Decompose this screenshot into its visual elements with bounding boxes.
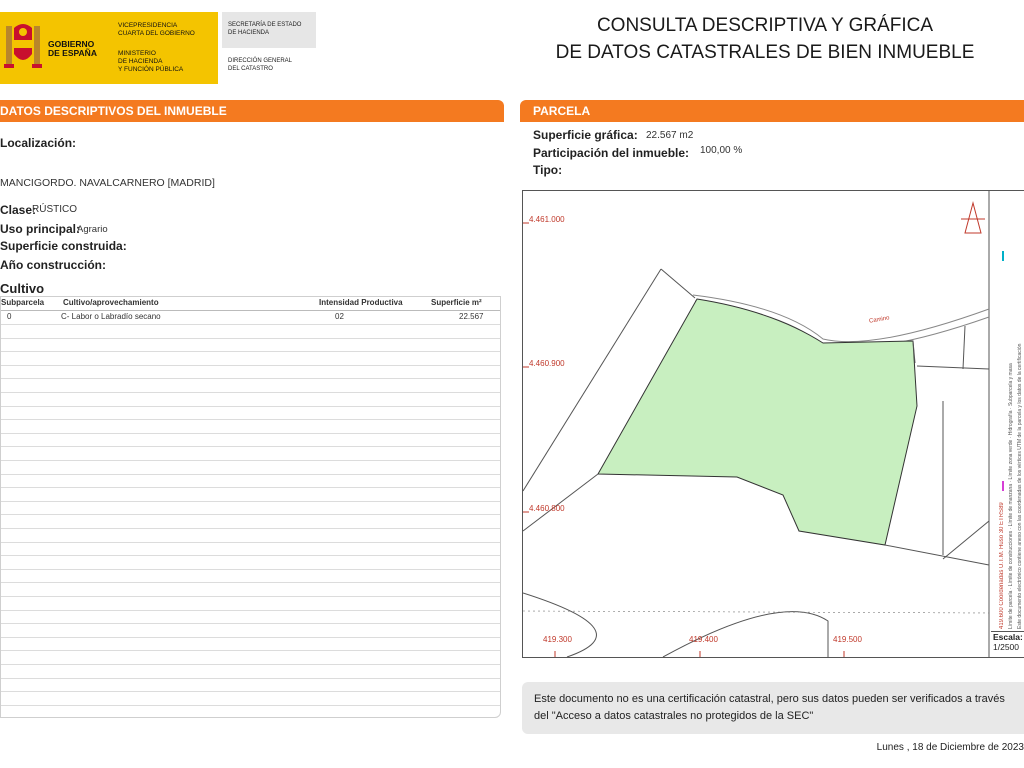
localizacion-value: MANCIGORDO. NAVALCARNERO [MADRID] xyxy=(0,177,215,189)
y-tick-label: 4.460.900 xyxy=(529,359,565,368)
scale-value: 1/2500 xyxy=(993,642,1019,652)
secretaria-label: SECRETARÍA DE ESTADO DE HACIENDA xyxy=(228,22,302,36)
table-row-line xyxy=(1,705,500,706)
table-row-line xyxy=(1,501,500,502)
table-row-line xyxy=(1,338,500,339)
participacion-label: Participación del inmueble: xyxy=(533,146,690,160)
boundary-line xyxy=(523,593,596,657)
table-row-line xyxy=(1,365,500,366)
coordinates-text: 419.600 Coordenadas U.T.M. Huso 30 ETRS89 xyxy=(999,502,1005,629)
table-row-line xyxy=(1,324,500,325)
north-arrow-icon xyxy=(961,203,985,233)
disclaimer-text: Este documento no es una certificación catastral, pero sus datos pueden ser verificados a través del "Acceso a datos catastrales no protegidos de la SEC" xyxy=(534,693,1005,722)
boundary-line xyxy=(943,521,989,559)
table-row-line xyxy=(1,610,500,611)
gobierno-label: GOBIERNO DE ESPAÑA xyxy=(48,39,97,58)
col-cultivo: Cultivo/aprovechamiento xyxy=(63,298,159,307)
parcela-polygon xyxy=(598,299,917,545)
boundary-line xyxy=(917,366,989,369)
col-intensidad: Intensidad Productiva xyxy=(319,298,403,307)
table-row-line xyxy=(1,691,500,692)
table-row-line xyxy=(1,555,500,556)
ministerio-label: MINISTERIO DE HACIENDA Y FUNCIÓN PÚBLICA xyxy=(118,50,184,73)
table-row-line xyxy=(1,446,500,447)
clase-value: RÚSTICO xyxy=(32,204,77,215)
scale-box xyxy=(991,631,1024,658)
table-row-line xyxy=(1,664,500,665)
tipo-label: Tipo: xyxy=(533,163,563,177)
scale-label: Escala: xyxy=(993,632,1023,642)
table-row-line xyxy=(1,542,500,543)
document-date: Lunes , 18 de Diciembre de 2023 xyxy=(876,742,1024,753)
col-subparcela: Subparcela xyxy=(1,298,45,307)
table-row-line xyxy=(1,569,500,570)
boundary-line xyxy=(963,326,965,369)
cell-subparcela: 0 xyxy=(7,312,12,321)
direccion-label: DIRECCIÓN GENERAL DEL CATASTRO xyxy=(228,58,293,72)
cultivo-title: Cultivo xyxy=(0,281,45,296)
boundary-line xyxy=(661,269,695,298)
x-tick-label: 419.400 xyxy=(689,635,718,644)
x-tick-label: 419.500 xyxy=(833,635,862,644)
participacion-value: 100,00 % xyxy=(700,145,743,156)
table-row-line xyxy=(1,582,500,583)
map-legend xyxy=(999,191,1024,631)
table-row-line xyxy=(1,637,500,638)
boundary-line xyxy=(523,611,989,613)
cell-intensidad: 02 xyxy=(335,312,344,321)
table-row-line xyxy=(1,623,500,624)
col-superficie: Superficie m² xyxy=(431,298,482,307)
table-row-line xyxy=(1,596,500,597)
clase-label: Clase: xyxy=(0,203,37,217)
table-row-line xyxy=(1,419,500,420)
superficie-grafica-label: Superficie gráfica: xyxy=(533,128,638,142)
y-tick-label: 4.460.800 xyxy=(529,504,565,513)
boundary-line xyxy=(885,545,989,565)
table-row-line xyxy=(1,378,500,379)
cultivo-table xyxy=(0,296,501,718)
localizacion-label: Localización: xyxy=(0,136,77,150)
section-header-descriptivos: DATOS DESCRIPTIVOS DEL INMUEBLE xyxy=(0,100,504,122)
anio-construccion-label: Año construcción: xyxy=(0,258,107,272)
table-row-line xyxy=(1,678,500,679)
superficie-construida-label: Superficie construida: xyxy=(0,239,127,253)
table-row-line xyxy=(1,528,500,529)
camino-label: Camino xyxy=(868,315,891,325)
table-row-line xyxy=(1,650,500,651)
spain-coat-of-arms-icon xyxy=(4,20,42,76)
table-row-line xyxy=(1,474,500,475)
y-tick-label: 4.461.000 xyxy=(529,215,565,224)
page-title: CONSULTA DESCRIPTIVA Y GRÁFICA DE DATOS CATASTRALES DE BIEN INMUEBLE xyxy=(555,15,975,63)
vicepresidencia-label: VICEPRESIDENCIA CUARTA DEL GOBIERNO xyxy=(118,22,195,37)
table-row-line xyxy=(1,433,500,434)
table-row-line xyxy=(1,406,500,407)
table-row-line xyxy=(1,392,500,393)
table-header xyxy=(1,297,500,311)
table-row-line xyxy=(1,460,500,461)
cell-cultivo: C- Labor o Labradío secano xyxy=(61,312,161,321)
boundary-line xyxy=(523,474,598,531)
table-row-line xyxy=(1,351,500,352)
legend-text: Límite de parcela · Límite de construcciones · Límite de manzana · Límite zona verde · Hidrografía · Subparcela y masa xyxy=(1008,363,1014,629)
certificacion-text: Este documento electrónico contiene anexo con las coordenadas de los vértices UTM de la parcela y los datos de la certificación xyxy=(1017,343,1023,629)
cadastral-map xyxy=(522,190,1024,658)
table-row-line xyxy=(1,487,500,488)
boundary-line xyxy=(663,612,828,657)
uso-value: Agrario xyxy=(77,224,108,235)
uso-label: Uso principal: xyxy=(0,222,81,236)
superficie-grafica-value: 22.567 m2 xyxy=(646,130,694,141)
x-tick-label: 419.300 xyxy=(543,635,572,644)
table-row xyxy=(1,311,500,323)
cell-superficie: 22.567 xyxy=(459,312,484,321)
table-row-line xyxy=(1,514,500,515)
section-header-parcela: PARCELA xyxy=(520,100,1024,122)
